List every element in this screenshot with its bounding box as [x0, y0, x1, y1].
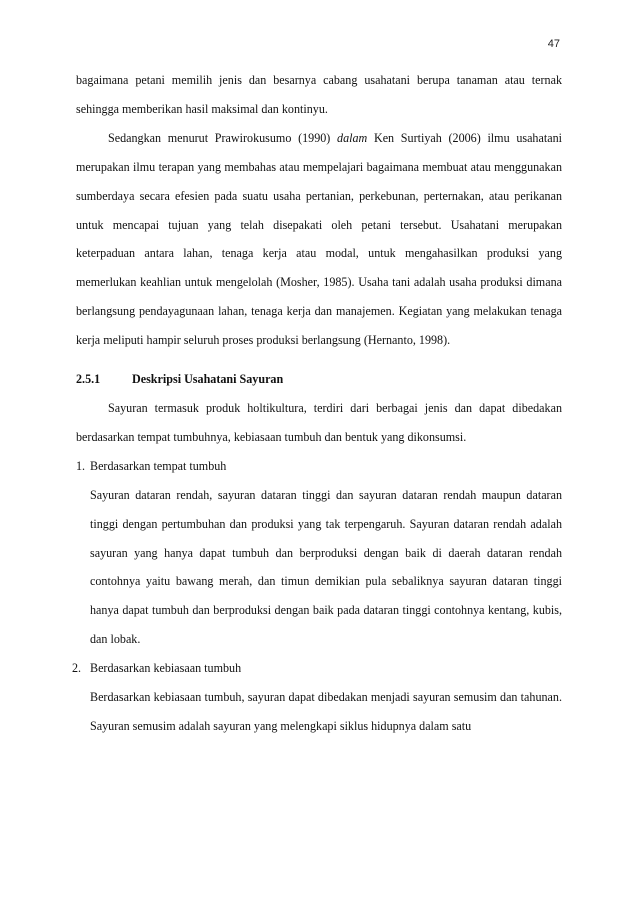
list-item-heading — [76, 452, 562, 481]
list-item-body: Sayuran dataran rendah, sayuran dataran tinggi dan sayuran dataran rendah maupun dataran tinggi dengan pertumbuhan dan produksi yang tak terpengaruh. Sayuran dataran rendah adalah sayuran yang hanya dapat tumbuh dan berproduksi dengan baik di daerah dataran rendah contohnya yaitu bawang merah, dan timun demikian pula sebaliknya sayuran dataran tinggi hanya dapat tumbuh dan berproduksi dengan baik pada dataran tinggi contohnya kentang, kubis, dan lobak. — [90, 487, 562, 647]
italic-term: dalam — [337, 130, 368, 145]
list-marker: 1. — [76, 458, 86, 473]
paragraph-usahatani-definition — [76, 124, 562, 355]
list-item-body: Berdasarkan kebiasaan tumbuh, sayuran dapat dibedakan menjadi sayuran semusim dan tahunan. Sayuran semusim adalah sayuran yang melengkapi siklus hidupnya dalam satu — [90, 690, 562, 733]
paragraph-text-rest: Ken Surtiyah (2006) ilmu usahatani merupakan ilmu terapan yang membahas atau mempelajari bagaimana membuat atau menggunakan sumberdaya secara efesien pada suatu usaha pertanian, perkebunan, perternakan, atau perikanan untuk mencapai tujuan yang telah disepakati oleh petani tersebut. Usahatani merupakan keterpaduan antara lahan, tenaga kerja atau modal, untuk mengahasilkan produksi yang memerlukan keahlian untuk mengelolah (Mosher, 1985). Usaha tani adalah usaha produksi dimana berlangsung pendayagunaan lahan, tenaga kerja dan manajemen. Kegiatan yang melakukan tenaga kerja meliputi hampir seluruh proses produksi berlangsung (Hernanto, 1998). — [76, 130, 562, 348]
list-item — [72, 654, 562, 741]
list-item — [76, 452, 562, 654]
document-body — [72, 66, 562, 741]
list-marker: 2. — [72, 661, 82, 676]
section-number: 2.5.1 — [76, 372, 101, 387]
page-number: 47 — [547, 38, 560, 50]
section-intro: Sayuran termasuk produk holtikultura, terdiri dari berbagai jenis dan dapat dibedakan berdasarkan tempat tumbuhnya, kebiasaan tumbuh dan bentuk yang dikonsumsi. — [76, 400, 562, 444]
list-item-title: Berdasarkan kebiasaan tumbuh — [90, 661, 242, 676]
section-title: Deskripsi Usahatani Sayuran — [132, 372, 284, 387]
list-item-heading — [72, 654, 562, 683]
paragraph-continuation: bagaimana petani memilih jenis dan besarnya cabang usahatani berupa tanaman atau ternak sehingga memberikan hasil maksimal dan kontinyu. — [76, 73, 562, 116]
list-item-title: Berdasarkan tempat tumbuh — [90, 458, 227, 473]
section-heading — [76, 365, 562, 394]
paragraph-text-start: Sedangkan menurut Prawirokusumo (1990) — [108, 130, 338, 145]
